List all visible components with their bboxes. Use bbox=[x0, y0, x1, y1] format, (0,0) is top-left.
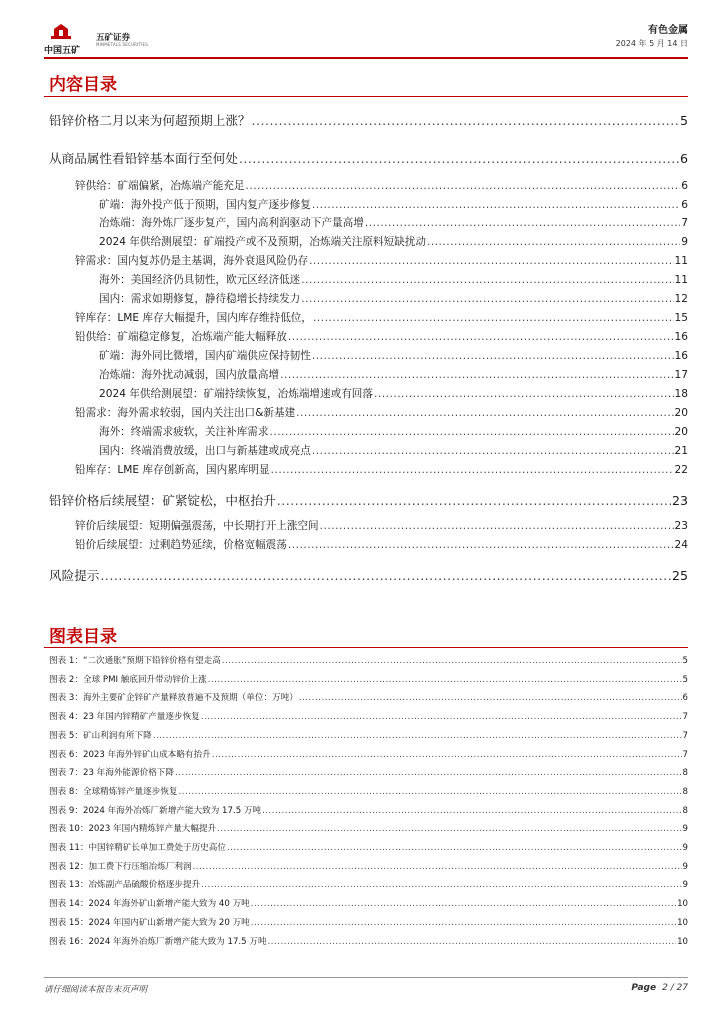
figure-entry-page: 9 bbox=[682, 861, 688, 872]
toc-entry[interactable] bbox=[99, 367, 688, 382]
toc-entry-page: 23 bbox=[671, 493, 688, 508]
toc-entry-title: 海外：终端需求疲软，关注补库需求 bbox=[99, 426, 269, 438]
toc-entry-title: 矿端：海外投产低于预期，国内复产逐步修复 bbox=[99, 199, 311, 211]
toc-entry-title: 铅锌价格后续展望：矿紧锭松，中枢抬升 bbox=[49, 493, 276, 508]
figure-entry-title: 图表 6：2023 年海外锌矿山成本略有抬升 bbox=[49, 749, 211, 760]
toc-entry-page: 11 bbox=[674, 255, 688, 267]
minmetals-emblem-icon bbox=[50, 21, 72, 41]
toc-entry-title: 2024 年供给测展望：矿端投产或不及预期，冶炼端关注原料短缺扰动 bbox=[99, 236, 426, 248]
dot-leader bbox=[277, 493, 671, 508]
dot-leader bbox=[193, 862, 682, 872]
toc-entry-page: 7 bbox=[681, 217, 688, 229]
dot-leader bbox=[288, 539, 674, 551]
toc-entry-page: 20 bbox=[674, 407, 688, 419]
toc-entry[interactable] bbox=[75, 310, 688, 325]
figure-entry-title: 图表 8：全球精炼锌产量逐步恢复 bbox=[49, 786, 178, 797]
figure-entry-page: 9 bbox=[682, 880, 688, 891]
toc-entry[interactable] bbox=[99, 443, 688, 458]
figure-entry-title: 图表 5：矿山利润有所下降 bbox=[49, 730, 152, 741]
figure-entry-title: 图表 14：2024 年海外矿山新增产能大致为 40 万吨 bbox=[49, 899, 250, 910]
figure-entry-page: 9 bbox=[682, 843, 688, 853]
dot-leader bbox=[153, 731, 682, 741]
toc-entry-page: 6 bbox=[681, 180, 688, 192]
dot-leader bbox=[296, 407, 673, 419]
dot-leader bbox=[100, 568, 671, 583]
figure-entry-page: 10 bbox=[677, 936, 688, 947]
header-divider bbox=[44, 57, 688, 59]
toc-entry-page: 20 bbox=[674, 426, 688, 438]
figure-entry[interactable] bbox=[49, 748, 688, 760]
figure-entry[interactable] bbox=[49, 841, 688, 853]
figure-entry-page: 5 bbox=[682, 656, 688, 666]
toc-entry-page: 23 bbox=[674, 520, 688, 532]
toc-entry-title: 2024 年供给测展望：矿端持续恢复，冶炼端增速或有回落 bbox=[99, 388, 373, 400]
figure-entry[interactable] bbox=[49, 691, 688, 703]
toc-entry-page: 24 bbox=[674, 539, 688, 551]
toc-entry[interactable] bbox=[99, 424, 688, 439]
toc-entry[interactable] bbox=[99, 386, 688, 401]
figure-entry-page: 7 bbox=[682, 712, 688, 723]
report-date: 2024 年 5 月 14 日 bbox=[615, 39, 688, 48]
dot-leader bbox=[212, 750, 682, 760]
page-number bbox=[631, 983, 688, 993]
page-word: Page bbox=[631, 983, 657, 993]
figure-entry-title: 图表 4：23 年国内锌精矿产量逐步恢复 bbox=[49, 712, 200, 723]
figure-entry[interactable] bbox=[49, 804, 688, 816]
figure-entry-title: 图表 3：海外主要矿企锌矿产量释放普遍不及预期（单位：万吨） bbox=[49, 693, 298, 704]
dot-leader bbox=[288, 331, 674, 343]
figures-divider bbox=[44, 647, 688, 648]
dot-leader bbox=[262, 806, 681, 816]
toc-entry[interactable] bbox=[49, 490, 688, 509]
figure-entry-page: 7 bbox=[682, 730, 688, 741]
toc-entry[interactable] bbox=[75, 178, 688, 193]
dot-leader bbox=[252, 113, 679, 128]
toc-entry[interactable] bbox=[99, 215, 688, 230]
dot-leader bbox=[222, 656, 682, 666]
dot-leader bbox=[301, 293, 673, 305]
dot-leader bbox=[208, 675, 682, 685]
dot-leader bbox=[251, 899, 676, 909]
dot-leader bbox=[374, 388, 674, 400]
dot-leader bbox=[227, 843, 682, 853]
toc-entry-page: 12 bbox=[674, 293, 688, 305]
figure-entry-title: 图表 16：2024 年海外冶炼厂新增产能大致为 17.5 万吨 bbox=[49, 936, 267, 947]
brand-cn: 中国五矿 bbox=[44, 46, 81, 56]
toc-entry-page: 16 bbox=[674, 331, 688, 343]
toc-entry-title: 冶炼端：海外炼厂逐步复产，国内高利润驱动下产量高增 bbox=[99, 217, 364, 229]
figure-entry[interactable] bbox=[49, 673, 688, 685]
dot-leader bbox=[179, 787, 682, 797]
toc-entry-page: 17 bbox=[674, 369, 688, 381]
figure-entry-title: 图表 13：冶炼副产品硫酸价格逐步提升 bbox=[49, 880, 201, 891]
dot-leader bbox=[313, 312, 674, 324]
toc-entry[interactable] bbox=[49, 148, 688, 167]
toc-entry-title: 锌需求：国内复苏仍是主基调，海外衰退风险仍存 bbox=[75, 255, 309, 267]
figure-entry[interactable] bbox=[49, 878, 688, 890]
toc-entry-title: 铅价后续展望：过剩趋势延续，价格宽幅震荡 bbox=[75, 539, 287, 551]
figure-entry-title: 图表 2：全球 PMI 触底回升带动锌价上涨 bbox=[49, 674, 207, 685]
toc-entry[interactable] bbox=[99, 272, 688, 287]
figure-entry-title: 图表 7：23 年海外能源价格下降 bbox=[49, 768, 174, 779]
toc-entry[interactable] bbox=[75, 518, 688, 533]
dot-leader bbox=[268, 937, 677, 947]
dot-leader bbox=[175, 768, 682, 778]
figure-entry[interactable] bbox=[49, 766, 688, 778]
toc-entry-title: 铅供给：矿端稳定修复，冶炼端产能大幅释放 bbox=[75, 331, 287, 343]
figure-entry-title: 图表 12：加工费下行压缩冶炼厂利润 bbox=[49, 861, 192, 872]
figure-entry-page: 5 bbox=[682, 674, 688, 685]
dot-leader bbox=[270, 426, 674, 438]
dot-leader bbox=[365, 217, 680, 229]
figure-entry-title: 图表 15：2024 年国内矿山新增产能大致为 20 万吨 bbox=[49, 917, 250, 928]
toc-entry-title: 锌价后续展望：短期偏强震荡，中长期打开上涨空间 bbox=[75, 520, 319, 532]
contents-divider bbox=[44, 96, 688, 97]
dot-leader bbox=[309, 255, 673, 267]
toc-entry[interactable] bbox=[75, 462, 688, 477]
toc-entry-title: 矿端：海外同比微增，国内矿端供应保持韧性 bbox=[99, 350, 311, 362]
figure-entry[interactable] bbox=[49, 916, 688, 928]
toc-entry-title: 冶炼端：海外扰动减弱，国内放量高增 bbox=[99, 369, 280, 381]
toc-entry[interactable] bbox=[99, 348, 688, 363]
toc-entry[interactable] bbox=[75, 253, 688, 268]
footer-divider bbox=[44, 977, 688, 978]
dot-leader bbox=[312, 350, 674, 362]
figure-entry[interactable] bbox=[49, 729, 688, 741]
figure-entry-title: 图表 11：中国锌精矿长单加工费处于历史高位 bbox=[49, 843, 226, 853]
figure-entry-page: 8 bbox=[682, 805, 688, 816]
brand-securities: 五矿证券 bbox=[96, 33, 131, 43]
dot-leader bbox=[320, 520, 674, 532]
toc-entry-page: 6 bbox=[679, 151, 688, 166]
toc-entry-page: 11 bbox=[674, 274, 688, 286]
toc-entry-page: 21 bbox=[674, 445, 688, 457]
toc-entry-title: 国内：需求如期修复，静待稳增长持续发力 bbox=[99, 293, 301, 305]
toc-entry[interactable] bbox=[75, 405, 688, 420]
dot-leader bbox=[312, 445, 674, 457]
toc-entry-title: 铅锌价格二月以来为何超预期上涨？ bbox=[49, 113, 251, 128]
toc-entry-title: 锌库存：LME 库存大幅提升，国内库存维持低位， bbox=[75, 312, 312, 324]
figure-entry-title: 图表 9：2024 年海外冶炼厂新增产能大致为 17.5 万吨 bbox=[49, 805, 262, 816]
toc-entry-page: 16 bbox=[674, 350, 688, 362]
toc-entry-title: 风险提示 bbox=[49, 568, 100, 583]
toc-entry[interactable] bbox=[75, 329, 688, 344]
figure-entry[interactable] bbox=[49, 710, 688, 722]
toc-entry[interactable] bbox=[99, 197, 688, 212]
toc-entry[interactable] bbox=[99, 234, 688, 249]
toc-entry-page: 6 bbox=[681, 199, 688, 211]
dot-leader bbox=[301, 274, 673, 286]
figure-entry-page: 10 bbox=[677, 899, 688, 910]
dot-leader bbox=[427, 236, 680, 248]
dot-leader bbox=[312, 199, 680, 211]
toc-entry-title: 从商品属性看铅锌基本面行至何处 bbox=[49, 151, 238, 166]
dot-leader bbox=[280, 369, 673, 381]
figure-entry-title: 图表 10：2023 年国内精炼锌产量大幅提升 bbox=[49, 824, 217, 835]
dot-leader bbox=[299, 693, 682, 703]
figure-entry[interactable] bbox=[49, 860, 688, 872]
dot-leader bbox=[246, 180, 681, 192]
figure-entry-page: 7 bbox=[682, 749, 688, 760]
page-count: 2 / 27 bbox=[662, 983, 688, 993]
dot-leader bbox=[271, 464, 674, 476]
disclaimer-note: 请仔细阅读本报告末页声明 bbox=[44, 985, 148, 995]
figure-entry[interactable] bbox=[49, 935, 688, 947]
brand-english: MINMETALS SECURITIES bbox=[96, 42, 148, 47]
figures-title: 图表目录 bbox=[49, 627, 117, 647]
figure-entry-page: 6 bbox=[682, 693, 688, 704]
toc-entry-title: 国内：终端消费放缓，出口与新基建或成亮点 bbox=[99, 445, 311, 457]
figure-entry[interactable] bbox=[49, 654, 688, 666]
dot-leader bbox=[201, 880, 681, 890]
toc-entry-page: 18 bbox=[674, 388, 688, 400]
dot-leader bbox=[251, 918, 676, 928]
figure-entry-page: 8 bbox=[682, 768, 688, 779]
figure-entry-page: 9 bbox=[682, 824, 688, 835]
toc-entry-page: 9 bbox=[681, 236, 688, 248]
toc-entry-page: 5 bbox=[679, 113, 688, 128]
toc-entry[interactable] bbox=[49, 110, 688, 129]
toc-entry-page: 15 bbox=[674, 312, 688, 324]
contents-title: 内容目录 bbox=[49, 75, 117, 95]
figure-entry-page: 10 bbox=[677, 917, 688, 928]
toc-entry-title: 铅需求：海外需求较弱，国内关注出口&新基建 bbox=[75, 407, 296, 419]
figure-entry-page: 8 bbox=[682, 786, 688, 797]
dot-leader bbox=[201, 712, 682, 722]
sector-label: 有色金属 bbox=[648, 25, 688, 36]
toc-entry[interactable] bbox=[99, 291, 688, 306]
figure-entry[interactable] bbox=[49, 822, 688, 834]
toc-entry[interactable] bbox=[75, 537, 688, 552]
dot-leader bbox=[239, 151, 679, 166]
toc-entry[interactable] bbox=[49, 565, 688, 584]
toc-entry-title: 海外：美国经济仍具韧性，欧元区经济低迷 bbox=[99, 274, 301, 286]
toc-entry-page: 25 bbox=[671, 568, 688, 583]
figure-entry-title: 图表 1：“二次通胀”预期下铅锌价格有望走高 bbox=[49, 656, 221, 666]
dot-leader bbox=[217, 824, 681, 834]
company-logo bbox=[44, 21, 154, 55]
toc-entry-page: 22 bbox=[674, 464, 688, 476]
toc-entry-title: 铅库存：LME 库存创新高，国内累库明显 bbox=[75, 464, 270, 476]
figure-entry[interactable] bbox=[49, 785, 688, 797]
toc-entry-title: 锌供给：矿端偏紧，冶炼端产能充足 bbox=[75, 180, 245, 192]
figure-entry[interactable] bbox=[49, 897, 688, 909]
